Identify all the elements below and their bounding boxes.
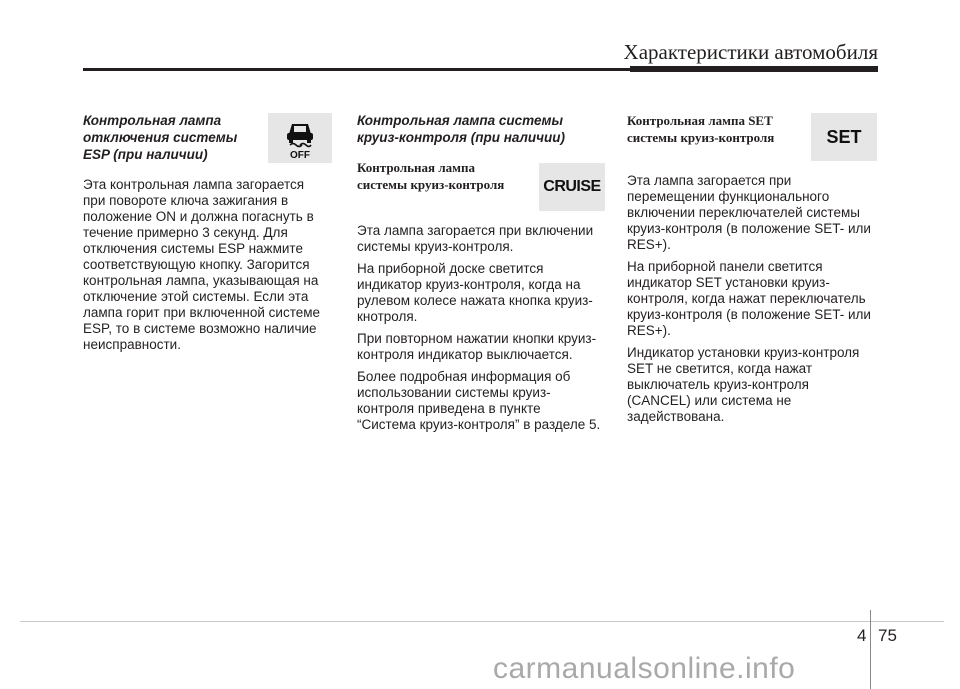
set-line: круиз-контроля (в положение SET- или (627, 307, 871, 322)
cruise-line: индикатор круиз-контроля, когда на (357, 277, 581, 292)
esp-body-line: отключение этой системы. Если эта (83, 289, 309, 304)
cruise-subheading-line: системы круиз-контроля (357, 177, 505, 192)
set-subheading-line: Контрольная лампа SET (627, 113, 773, 128)
cruise-line: контроля приведена в пункте (357, 401, 541, 416)
set-line: контроля, когда нажат переключатель (627, 291, 866, 306)
cruise-line: кнотроля. (357, 309, 418, 324)
esp-body-line: соответствующую кнопку. Загорится (83, 257, 310, 272)
set-line: задействована. (627, 409, 725, 424)
esp-heading-line: отключения системы (83, 130, 238, 145)
esp-body-line: течение примерно 3 секунд. Для (83, 225, 288, 240)
footer-crop-mark (870, 610, 871, 689)
cruise-line: использовании системы круиз- (357, 385, 551, 400)
cruise-line: Более подробная информация об (357, 369, 571, 384)
set-line: RES+). (627, 237, 671, 252)
cruise-paragraph (357, 331, 605, 363)
set-paragraph (627, 173, 877, 253)
header-title: Характеристики автомобиля (623, 40, 878, 64)
set-paragraph (627, 345, 877, 425)
cruise-line: На приборной доске светится (357, 261, 544, 276)
cruise-heading-line: круиз-контроля (при наличии) (357, 130, 566, 145)
cruise-paragraph (357, 223, 605, 255)
cruise-paragraph (357, 369, 605, 433)
cruise-line: системы круиз-контроля. (357, 239, 514, 254)
set-subheading (627, 112, 807, 146)
esp-off-label: OFF (290, 150, 310, 160)
esp-heading-line: ESP (при наличии) (83, 147, 208, 162)
set-icon-box (811, 113, 877, 161)
set-line: На приборной панели светится (627, 259, 823, 274)
cruise-line: контроля индикатор выключается. (357, 347, 573, 362)
cruise-line: Эта лампа загорается при включении (357, 223, 594, 238)
set-icon: SET (826, 126, 862, 147)
set-line: SET не светится, когда нажат (627, 361, 813, 376)
cruise-subheading-line: Контрольная лампа (357, 160, 475, 175)
cruise-heading (357, 112, 617, 146)
esp-off-icon-box (268, 113, 332, 163)
set-line: перемещении функционального (627, 189, 830, 204)
set-line: индикатор SET установки круиз- (627, 275, 830, 290)
esp-body-line: отключения системы ESP нажмите (83, 241, 303, 256)
set-line: (CANCEL) или система не (627, 393, 792, 408)
esp-body-line: контрольная лампа, указывающая на (83, 273, 319, 288)
set-line: RES+). (627, 323, 671, 338)
set-line: Индикатор установки круиз-контроля (627, 345, 860, 360)
set-body (627, 173, 877, 431)
set-line: Эта лампа загорается при (627, 173, 792, 188)
page-number: 75 (878, 626, 897, 645)
esp-body-line: Эта контрольная лампа загорается (83, 177, 305, 192)
esp-heading-line: Контрольная лампа (83, 113, 222, 128)
set-subheading-line: системы круиз-контроля (627, 130, 775, 145)
chapter-number: 4 (857, 626, 867, 645)
esp-off-icon (280, 116, 320, 160)
footer-line (20, 621, 944, 622)
cruise-heading-line: Контрольная лампа системы (357, 113, 563, 128)
esp-body-line: ESP, то в системе возможно наличие (83, 321, 317, 336)
cruise-line: При повторном нажатии кнопки круиз- (357, 331, 597, 346)
esp-body-line: при повороте ключа зажигания в (83, 193, 289, 208)
set-line: круиз-контроля (в положение SET- или (627, 221, 871, 236)
set-line: выключатель круиз-контроля (627, 377, 809, 392)
cruise-line: рулевом колесе нажата кнопка круиз- (357, 293, 593, 308)
esp-body-line: неисправности. (83, 337, 181, 352)
watermark: carmanualsonline.info (493, 652, 796, 685)
cruise-icon-box (539, 163, 605, 211)
cruise-body (357, 223, 605, 439)
set-paragraph (627, 259, 877, 339)
esp-heading (83, 112, 263, 163)
esp-body (83, 177, 333, 353)
esp-body-line: лампа горит при включенной системе (83, 305, 321, 320)
cruise-line: “Система круиз-контроля” в разделе 5. (357, 417, 601, 432)
header-rule-accent (630, 66, 878, 72)
cruise-icon: CRUISE (543, 178, 601, 195)
cruise-subheading (357, 159, 537, 193)
esp-body-line: положение ON и должна погаснуть в (83, 209, 314, 224)
set-line: включении переключателей системы (627, 205, 860, 220)
cruise-paragraph (357, 261, 605, 325)
